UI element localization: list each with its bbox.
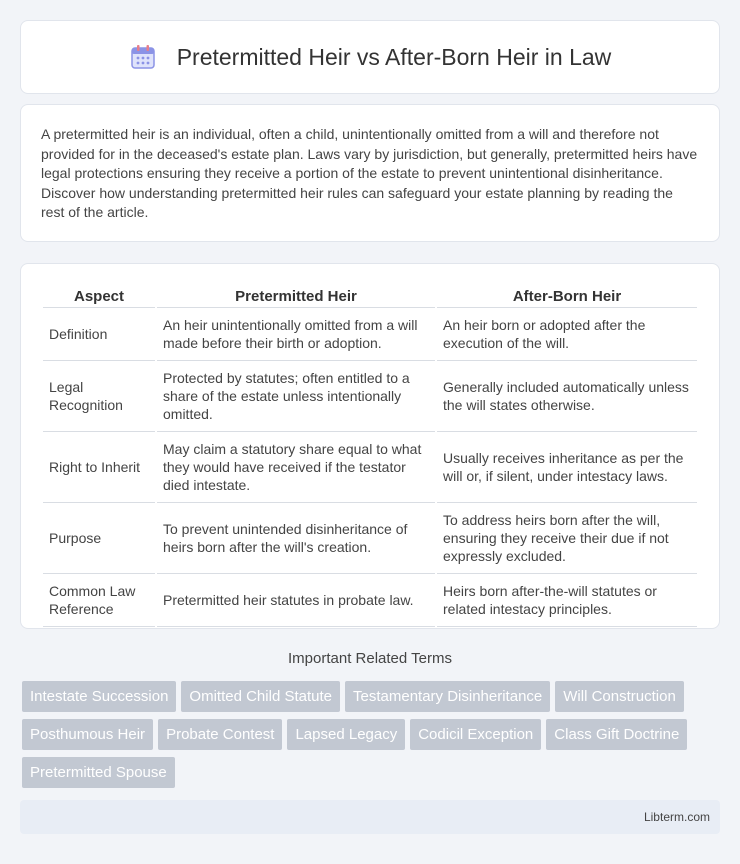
table-row (43, 308, 697, 361)
comparison-card (20, 263, 720, 629)
header-aspect: Aspect (43, 282, 155, 308)
related-terms-list (22, 681, 722, 795)
related-term-tag[interactable]: Posthumous Heir (22, 719, 153, 750)
cell-pretermitted: To prevent unintended disinheritance of heirs born after the will's creation. (157, 503, 435, 574)
page-title: Pretermitted Heir vs After-Born Heir in Law (176, 43, 612, 70)
related-term-tag[interactable]: Pretermitted Spouse (22, 757, 175, 788)
header-after-born: After-Born Heir (437, 282, 697, 308)
cell-after-born: Generally included automatically unless the will states otherwise. (437, 361, 697, 432)
related-term-tag[interactable]: Intestate Succession (22, 681, 176, 712)
footer-site-link[interactable]: Libterm.com (643, 810, 710, 824)
related-term-tag[interactable]: Omitted Child Statute (181, 681, 340, 712)
cell-aspect: Legal Recognition (43, 361, 155, 432)
cell-after-born: Heirs born after-the-will statutes or related intestacy principles. (437, 574, 697, 627)
header-pretermitted: Pretermitted Heir (157, 282, 435, 308)
comparison-table (41, 282, 699, 627)
related-term-tag[interactable]: Class Gift Doctrine (546, 719, 687, 750)
cell-aspect: Right to Inherit (43, 432, 155, 503)
cell-after-born: An heir born or adopted after the execution of the will. (437, 308, 697, 361)
cell-aspect: Purpose (43, 503, 155, 574)
table-row (43, 574, 697, 627)
cell-aspect: Definition (43, 308, 155, 361)
cell-after-born: Usually receives inheritance as per the will or, if silent, under intestacy laws. (437, 432, 697, 503)
related-term-tag[interactable]: Probate Contest (158, 719, 282, 750)
table-row (43, 503, 697, 574)
header-card (20, 20, 720, 94)
cell-aspect: Common Law Reference (43, 574, 155, 627)
related-term-tag[interactable]: Testamentary Disinheritance (345, 681, 550, 712)
cell-pretermitted: An heir unintentionally omitted from a will made before their birth or adoption. (157, 308, 435, 361)
calendar-icon (129, 43, 157, 71)
related-term-tag[interactable]: Lapsed Legacy (287, 719, 405, 750)
cell-pretermitted: Protected by statutes; often entitled to a share of the estate unless intentionally omitted. (157, 361, 435, 432)
cell-pretermitted: May claim a statutory share equal to what they would have received if the testator died intestate. (157, 432, 435, 503)
footer (20, 800, 720, 834)
cell-after-born: To address heirs born after the will, ensuring they receive their due if not expressly excluded. (437, 503, 697, 574)
related-term-tag[interactable]: Will Construction (555, 681, 684, 712)
cell-pretermitted: Pretermitted heir statutes in probate law. (157, 574, 435, 627)
table-row (43, 361, 697, 432)
table-row (43, 432, 697, 503)
related-term-tag[interactable]: Codicil Exception (410, 719, 541, 750)
related-terms-title: Important Related Terms (288, 650, 452, 667)
intro-text: A pretermitted heir is an individual, often a child, unintentionally omitted from a will and therefore not provided for in the deceased's estate plan. Laws vary by jurisdiction, but generally, pretermitted heirs have legal protections ensuring they receive a portion of the estate to prevent unintentional disinheritance. Discover how understanding pretermitted heir rules can safeguard your estate planning by reading the rest of the article. (41, 126, 698, 220)
intro-card (20, 104, 720, 242)
table-header-row (43, 282, 697, 308)
